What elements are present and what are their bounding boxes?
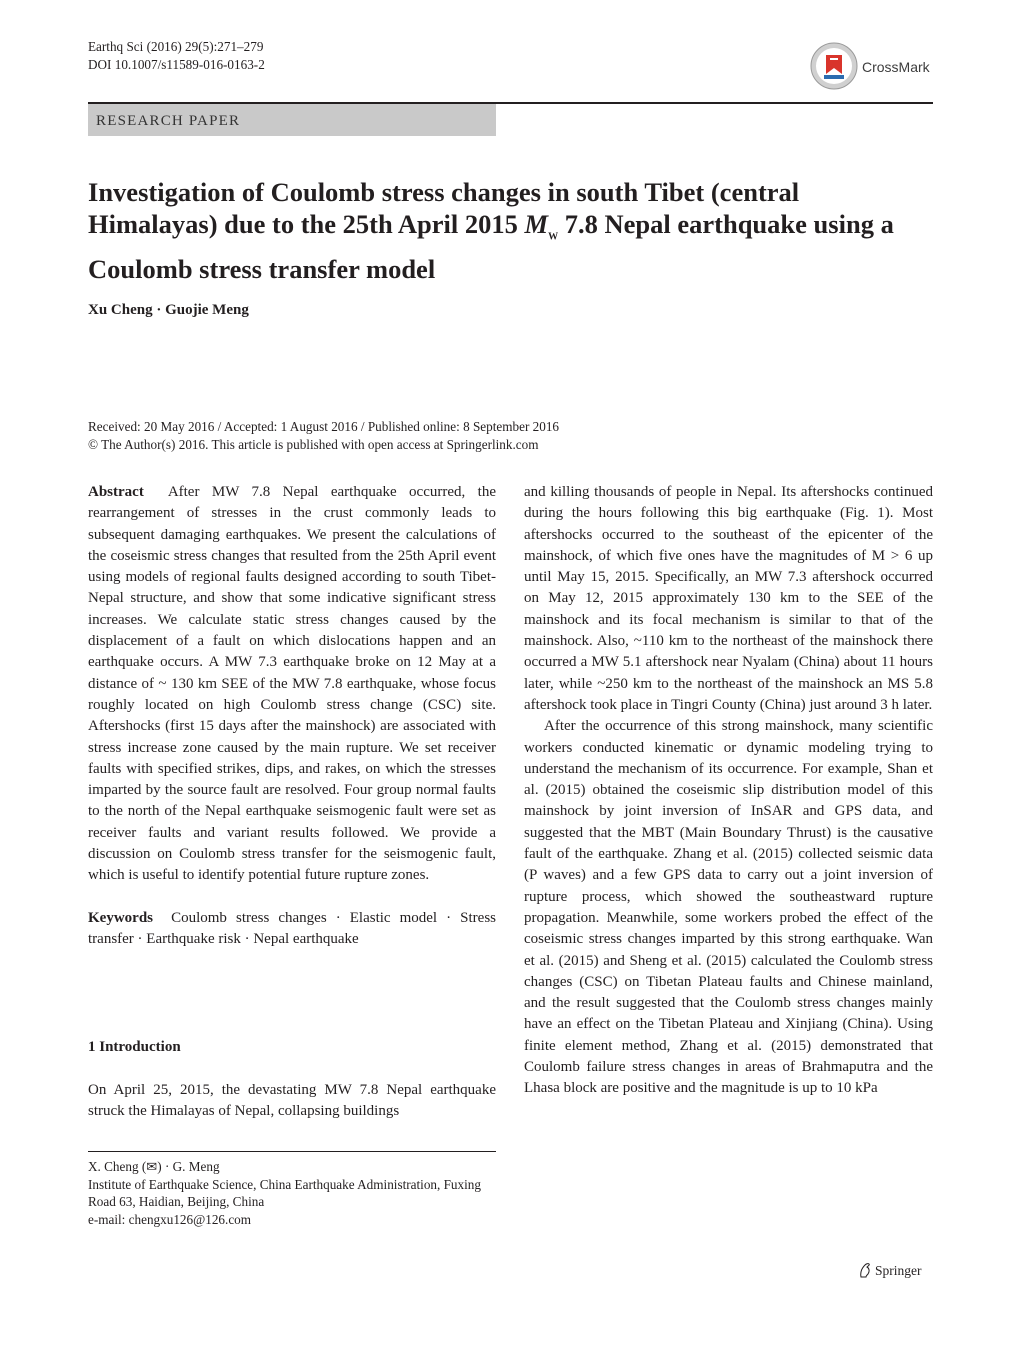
author-footnote — [88, 1158, 496, 1228]
received-accepted-published: Received: 20 May 2016 / Accepted: 1 August 2016 / Published online: 8 September 2016 — [88, 419, 560, 434]
crossmark-label: CrossMark — [862, 59, 930, 75]
introduction-paragraph: On April 25, 2015, the devastating MW 7.8 Nepal earthquake struck the Himalayas of Nepal, collapsing buildings — [88, 1082, 496, 1120]
title-magnitude-symbol: M — [524, 209, 549, 239]
article-title — [88, 176, 933, 285]
open-access-notice: © The Author(s) 2016. This article is published with open access at Springerlink.com — [88, 437, 539, 452]
author-list: Xu Cheng · Guojie Meng — [88, 302, 249, 318]
doi-line: DOI 10.1007/s11589-016-0163-2 — [88, 57, 265, 72]
affiliation: Institute of Earthquake Science, China Earthquake Administration, Fuxing Road 63, Haidian, Beijing, China — [88, 1176, 481, 1209]
title-part-2: 7.8 Nepal earthquake using a Coulomb stress transfer model — [88, 209, 894, 285]
abstract-label: Abstract — [88, 484, 144, 500]
abstract-text: After MW 7.8 Nepal earthquake occurred, the rearrangement of stresses in the crust commonly leads to subsequent damaging earthquakes. We present the calculations of the coseismic stress changes that resulted from the 25th April event using models of regional faults designed according to south Tibet-Nepal structure, and show that some indicative significant stress increases. We calculate static stress changes caused by the displacement of a fault on which dislocations happen and an earthquake occurs. A MW 7.3 earthquake broke on 12 May at a distance of ~ 130 km SEE of the MW 7.8 earthquake, whose focus roughly located on high Coulomb stress change (CSC) site. Aftershocks (first 15 days after the mainshock) are associated with stress increase zone caused by the main rupture. We set receiver faults with specified strikes, dips, and rakes, on which the stresses imparted by the source fault are resolved. Four group normal faults to the north of the Nepal earthquake seismogenic fault were set as receiver faults and variant results followed. We provide a discussion on Coulomb stress transfer for the seismogenic fault, which is useful to identify potential future rupture zones. — [88, 484, 496, 884]
article-type-banner: RESEARCH PAPER — [88, 104, 496, 136]
springer-horse-icon — [858, 1262, 872, 1278]
introduction-paragraph-2: After the occurrence of this strong mainshock, many scientific workers conducted kinematic or dynamic modeling trying to understand the mechanism of its occurrence. For example, Shan et al. (2015) obtained the coseismic slip distribution model of this mainshock by joint inversion of InSAR and GPS data, and suggested that the MBT (Main Boundary Thrust) is the causative fault of the earthquake. Zhang et al. (2015) collected seismic data (P waves) and a few GPS data to carry out a joint inversion of rupture process, which showed the southeastward rupture propagation. Meanwhile, some workers probed the effect of the coseismic stress changes imparted by this strong earthquake. Wan et al. (2015) and Sheng et al. (2015) calculated the Coulomb stress changes (CSC) on Tibetan Plateau faults and Chinese mainland, and the result suggested that the Coulomb stress changes mainly have an effect on the Tibetan Plateau and Xinjiang (China). Using finite element method, Zhang et al. (2015) demonstrated that Coulomb failure stress changes in areas of Brahmaputra and the Lhasa block are positive and the magnitude is up to 10 kPa — [524, 718, 933, 1097]
title-part-1: Investigation of Coulomb stress changes in south Tibet (central Himalayas) due to the 25th April 2015 — [88, 177, 800, 239]
keywords-label: Keywords — [88, 909, 153, 926]
journal-citation — [88, 38, 265, 74]
footnote-rule — [88, 1151, 496, 1152]
crossmark-icon — [810, 42, 858, 90]
corresponding-authors: X. Cheng (✉) · G. Meng — [88, 1159, 220, 1174]
introduction-paragraph-continued: and killing thousands of people in Nepal. Its aftershocks continued during the hours following this big earthquake (Fig. 1). Most aftershocks occurred to the southeast of the epicenter of the mainshock, of which five ones have the magnitudes of M > 6 up until May 15, 2015. Specifically, an MW 7.3 aftershock occurred on May 12, 2015 approximately 130 km to the SEE of the mainshock and its focal mechanism is similar to that of the mainshock. Also, ~110 km to the northeast of the mainshock there occurred a MW 5.1 aftershock near Nyalam (China) about 11 hours later, while ~250 km to the northeast of the mainshock an MS 5.8 aftershock took place in Tingri County (China) just around 3 h later. — [524, 484, 933, 713]
left-column — [88, 482, 496, 950]
crossmark-badge[interactable] — [810, 42, 945, 92]
title-magnitude-subscript: W — [548, 231, 559, 243]
publisher-logo — [858, 1262, 922, 1279]
publication-dates — [88, 418, 933, 454]
publisher-name: Springer — [875, 1263, 922, 1278]
keywords-paragraph — [88, 908, 496, 951]
abstract-paragraph — [88, 482, 496, 887]
journal-volume-line: Earthq Sci (2016) 29(5):271–279 — [88, 39, 264, 54]
section-heading-introduction: 1 Introduction — [88, 1039, 181, 1055]
right-column — [524, 482, 933, 1100]
keywords-text: Coulomb stress changes · Elastic model · Stress transfer · Earthquake risk · Nepal earthquake — [88, 909, 497, 947]
email-link[interactable]: e-mail: chengxu126@126.com — [88, 1211, 252, 1227]
